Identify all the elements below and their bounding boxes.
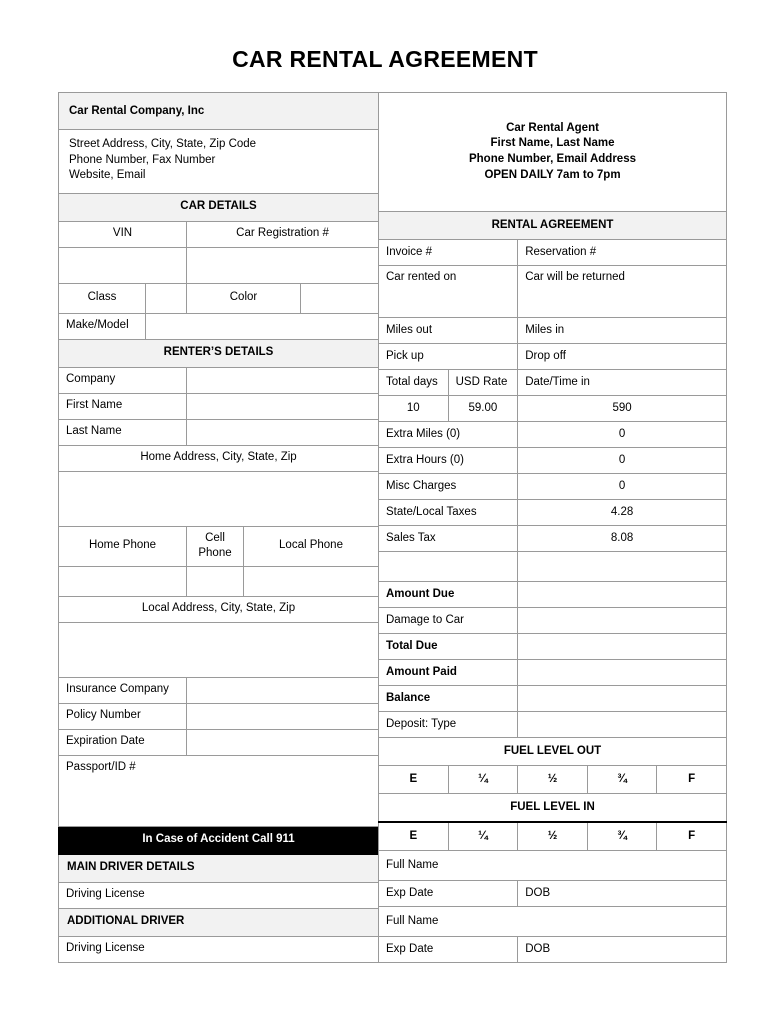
label-miles-out[interactable]: Miles out bbox=[379, 318, 518, 344]
page-title: CAR RENTAL AGREEMENT bbox=[232, 46, 538, 72]
label-main-driver-dob[interactable]: DOB bbox=[518, 881, 727, 907]
label-total-due: Total Due bbox=[379, 634, 518, 660]
fuel-out-option-half[interactable]: ½ bbox=[518, 766, 588, 794]
label-passport-id[interactable]: Passport/ID # bbox=[59, 755, 379, 826]
label-renter-company: Company bbox=[59, 367, 187, 393]
value-extra-miles[interactable]: 0 bbox=[518, 422, 727, 448]
additional-driver-full-name-row bbox=[379, 907, 727, 937]
right-column-table bbox=[378, 92, 727, 963]
home-address-value-row bbox=[59, 471, 379, 526]
home-address-label-row bbox=[59, 445, 379, 471]
fuel-in-option-three-quarter[interactable]: ¾ bbox=[587, 822, 657, 851]
field-cell-phone[interactable] bbox=[187, 566, 244, 596]
label-last-name: Last Name bbox=[59, 419, 187, 445]
fuel-level-out-title: FUEL LEVEL OUT bbox=[379, 738, 727, 766]
label-deposit-type: Deposit: Type bbox=[379, 712, 518, 738]
amount-due-row bbox=[379, 582, 727, 608]
label-miles-in[interactable]: Miles in bbox=[518, 318, 727, 344]
label-total-days: Total days bbox=[379, 370, 449, 396]
section-header-car-details: CAR DETAILS bbox=[59, 193, 379, 221]
label-main-driver-exp-date[interactable]: Exp Date bbox=[379, 881, 518, 907]
label-damage-to-car: Damage to Car bbox=[379, 608, 518, 634]
value-damage-to-car[interactable] bbox=[518, 608, 727, 634]
label-invoice[interactable]: Invoice # bbox=[379, 240, 518, 266]
left-column-table bbox=[58, 92, 379, 963]
main-driver-exp-dob-row bbox=[379, 881, 727, 907]
rate-values-row bbox=[379, 396, 727, 422]
label-main-driver-license: Driving License bbox=[59, 882, 379, 908]
blank-charge-row bbox=[379, 552, 727, 582]
make-model-row bbox=[59, 313, 379, 339]
rate-labels-row bbox=[379, 370, 727, 396]
value-date-time-in[interactable]: 590 bbox=[518, 396, 727, 422]
fuel-in-option-e[interactable]: E bbox=[379, 822, 449, 851]
invoice-reservation-row bbox=[379, 240, 727, 266]
fuel-out-option-e[interactable]: E bbox=[379, 766, 449, 794]
local-address-value-row bbox=[59, 622, 379, 677]
renter-last-name-row bbox=[59, 419, 379, 445]
label-additional-driver-dob[interactable]: DOB bbox=[518, 937, 727, 963]
label-blank-charge[interactable] bbox=[379, 552, 518, 582]
rental-agreement-form bbox=[58, 92, 726, 963]
fuel-in-option-quarter[interactable]: ¼ bbox=[448, 822, 518, 851]
field-local-address[interactable] bbox=[59, 622, 379, 677]
fuel-level-out-row bbox=[379, 766, 727, 794]
phone-values-row bbox=[59, 566, 379, 596]
agent-line-2: First Name, Last Name bbox=[490, 137, 615, 150]
label-reservation[interactable]: Reservation # bbox=[518, 240, 727, 266]
deposit-row bbox=[379, 712, 727, 738]
renters-details-header-row bbox=[59, 339, 379, 367]
label-insurance-company: Insurance Company bbox=[59, 677, 187, 703]
field-class[interactable] bbox=[146, 283, 187, 313]
vin-registration-value-row bbox=[59, 247, 379, 283]
label-class: Class bbox=[59, 283, 146, 313]
phone-labels-row bbox=[59, 526, 379, 566]
fuel-level-out-title-row bbox=[379, 738, 727, 766]
additional-driver-header-row bbox=[59, 908, 379, 936]
label-usd-rate: USD Rate bbox=[448, 370, 518, 396]
fuel-in-option-half[interactable]: ½ bbox=[518, 822, 588, 851]
value-blank-charge[interactable] bbox=[518, 552, 727, 582]
main-driver-header-row bbox=[59, 854, 379, 882]
misc-charges-row bbox=[379, 474, 727, 500]
label-extra-hours: Extra Hours (0) bbox=[379, 448, 518, 474]
section-header-renters-details: RENTER’S DETAILS bbox=[59, 339, 379, 367]
accident-bar-row bbox=[59, 826, 379, 854]
value-total-due[interactable] bbox=[518, 634, 727, 660]
insurance-company-row bbox=[59, 677, 379, 703]
company-address-line-3: Website, Email bbox=[69, 169, 146, 182]
label-drop-off[interactable]: Drop off bbox=[518, 344, 727, 370]
fuel-in-option-f[interactable]: F bbox=[657, 822, 727, 851]
label-policy-number: Policy Number bbox=[59, 703, 187, 729]
fuel-out-option-f[interactable]: F bbox=[657, 766, 727, 794]
company-name: Car Rental Company, Inc bbox=[59, 93, 379, 130]
field-expiration-date[interactable] bbox=[187, 729, 379, 755]
label-state-local-taxes: State/Local Taxes bbox=[379, 500, 518, 526]
label-home-phone: Home Phone bbox=[59, 526, 187, 566]
agent-line-4: OPEN DAILY 7am to 7pm bbox=[484, 168, 621, 181]
extra-miles-row bbox=[379, 422, 727, 448]
label-local-phone: Local Phone bbox=[244, 526, 379, 566]
label-extra-miles: Extra Miles (0) bbox=[379, 422, 518, 448]
value-balance[interactable] bbox=[518, 686, 727, 712]
fuel-level-in-title: FUEL LEVEL IN bbox=[379, 794, 727, 823]
passport-row bbox=[59, 755, 379, 826]
label-main-driver-full-name[interactable]: Full Name bbox=[379, 851, 727, 881]
company-address-row bbox=[59, 130, 379, 194]
label-additional-driver-full-name[interactable]: Full Name bbox=[379, 907, 727, 937]
form-outer-table bbox=[58, 92, 726, 963]
label-home-address: Home Address, City, State, Zip bbox=[59, 445, 379, 471]
value-state-local-taxes[interactable]: 4.28 bbox=[518, 500, 727, 526]
value-extra-hours[interactable]: 0 bbox=[518, 448, 727, 474]
section-header-main-driver: MAIN DRIVER DETAILS bbox=[59, 854, 379, 882]
miles-row bbox=[379, 318, 727, 344]
value-amount-paid[interactable] bbox=[518, 660, 727, 686]
label-sales-tax: Sales Tax bbox=[379, 526, 518, 552]
label-additional-driver-exp-date[interactable]: Exp Date bbox=[379, 937, 518, 963]
agent-info bbox=[379, 93, 727, 212]
state-local-taxes-row bbox=[379, 500, 727, 526]
vin-registration-label-row bbox=[59, 221, 379, 247]
agent-line-1: Car Rental Agent bbox=[506, 121, 599, 134]
pickup-dropoff-row bbox=[379, 344, 727, 370]
label-misc-charges: Misc Charges bbox=[379, 474, 518, 500]
field-car-registration[interactable] bbox=[187, 247, 379, 283]
fuel-level-in-row bbox=[379, 822, 727, 851]
left-column bbox=[58, 92, 378, 963]
fuel-out-option-three-quarter[interactable]: ¾ bbox=[587, 766, 657, 794]
extra-hours-row bbox=[379, 448, 727, 474]
label-cell-phone: Cell Phone bbox=[187, 526, 244, 566]
field-home-phone[interactable] bbox=[59, 566, 187, 596]
section-header-rental-agreement: RENTAL AGREEMENT bbox=[379, 212, 727, 240]
main-driver-full-name-row bbox=[379, 851, 727, 881]
local-address-label-row bbox=[59, 596, 379, 622]
company-address-line-2: Phone Number, Fax Number bbox=[69, 153, 216, 166]
expiration-date-row bbox=[59, 729, 379, 755]
value-amount-due[interactable] bbox=[518, 582, 727, 608]
total-due-row bbox=[379, 634, 727, 660]
agent-block-row bbox=[379, 93, 727, 212]
field-insurance-company[interactable] bbox=[187, 677, 379, 703]
class-color-row bbox=[59, 283, 379, 313]
label-amount-paid: Amount Paid bbox=[379, 660, 518, 686]
car-details-header-row bbox=[59, 193, 379, 221]
agent-line-3: Phone Number, Email Address bbox=[468, 153, 636, 165]
label-local-address: Local Address, City, State, Zip bbox=[59, 596, 379, 622]
renter-first-name-row bbox=[59, 393, 379, 419]
label-car-will-be-returned[interactable]: Car will be returned bbox=[518, 266, 727, 318]
label-expiration-date: Expiration Date bbox=[59, 729, 187, 755]
label-pick-up[interactable]: Pick up bbox=[379, 344, 518, 370]
company-name-row bbox=[59, 93, 379, 130]
value-total-days[interactable]: 10 bbox=[379, 396, 449, 422]
section-header-additional-driver: ADDITIONAL DRIVER bbox=[59, 908, 379, 936]
label-amount-due: Amount Due bbox=[379, 582, 518, 608]
field-renter-company[interactable] bbox=[187, 367, 379, 393]
value-deposit-type[interactable] bbox=[518, 712, 727, 738]
renter-company-row bbox=[59, 367, 379, 393]
field-home-address[interactable] bbox=[59, 471, 379, 526]
sales-tax-row bbox=[379, 526, 727, 552]
label-car-rented-on[interactable]: Car rented on bbox=[379, 266, 518, 318]
label-car-registration: Car Registration # bbox=[187, 221, 379, 247]
rental-agreement-header-row bbox=[379, 212, 727, 240]
rented-returned-row bbox=[379, 266, 727, 318]
label-date-time-in: Date/Time in bbox=[518, 370, 727, 396]
company-address-line-1: Street Address, City, State, Zip Code bbox=[69, 138, 257, 150]
label-first-name: First Name bbox=[59, 393, 187, 419]
field-vin[interactable] bbox=[59, 247, 187, 283]
field-color[interactable] bbox=[301, 283, 379, 313]
field-last-name[interactable] bbox=[187, 419, 379, 445]
value-sales-tax[interactable]: 8.08 bbox=[518, 526, 727, 552]
amount-paid-row bbox=[379, 660, 727, 686]
right-column bbox=[378, 92, 726, 963]
main-driver-license-row bbox=[59, 882, 379, 908]
damage-to-car-row bbox=[379, 608, 727, 634]
value-misc-charges[interactable]: 0 bbox=[518, 474, 727, 500]
value-usd-rate[interactable]: 59.00 bbox=[448, 396, 518, 422]
accident-alert-bar: In Case of Accident Call 911 bbox=[59, 826, 379, 854]
fuel-level-in-title-row bbox=[379, 794, 727, 823]
additional-driver-license-row bbox=[59, 936, 379, 962]
additional-driver-exp-dob-row bbox=[379, 937, 727, 963]
field-local-phone[interactable] bbox=[244, 566, 379, 596]
label-balance: Balance bbox=[379, 686, 518, 712]
company-address-block bbox=[59, 130, 379, 194]
balance-row bbox=[379, 686, 727, 712]
label-additional-driver-license: Driving License bbox=[59, 936, 379, 962]
field-first-name[interactable] bbox=[187, 393, 379, 419]
label-make-model: Make/Model bbox=[59, 313, 146, 339]
field-policy-number[interactable] bbox=[187, 703, 379, 729]
label-color: Color bbox=[187, 283, 301, 313]
fuel-out-option-quarter[interactable]: ¼ bbox=[448, 766, 518, 794]
policy-number-row bbox=[59, 703, 379, 729]
label-vin: VIN bbox=[59, 221, 187, 247]
field-make-model[interactable] bbox=[146, 313, 379, 339]
